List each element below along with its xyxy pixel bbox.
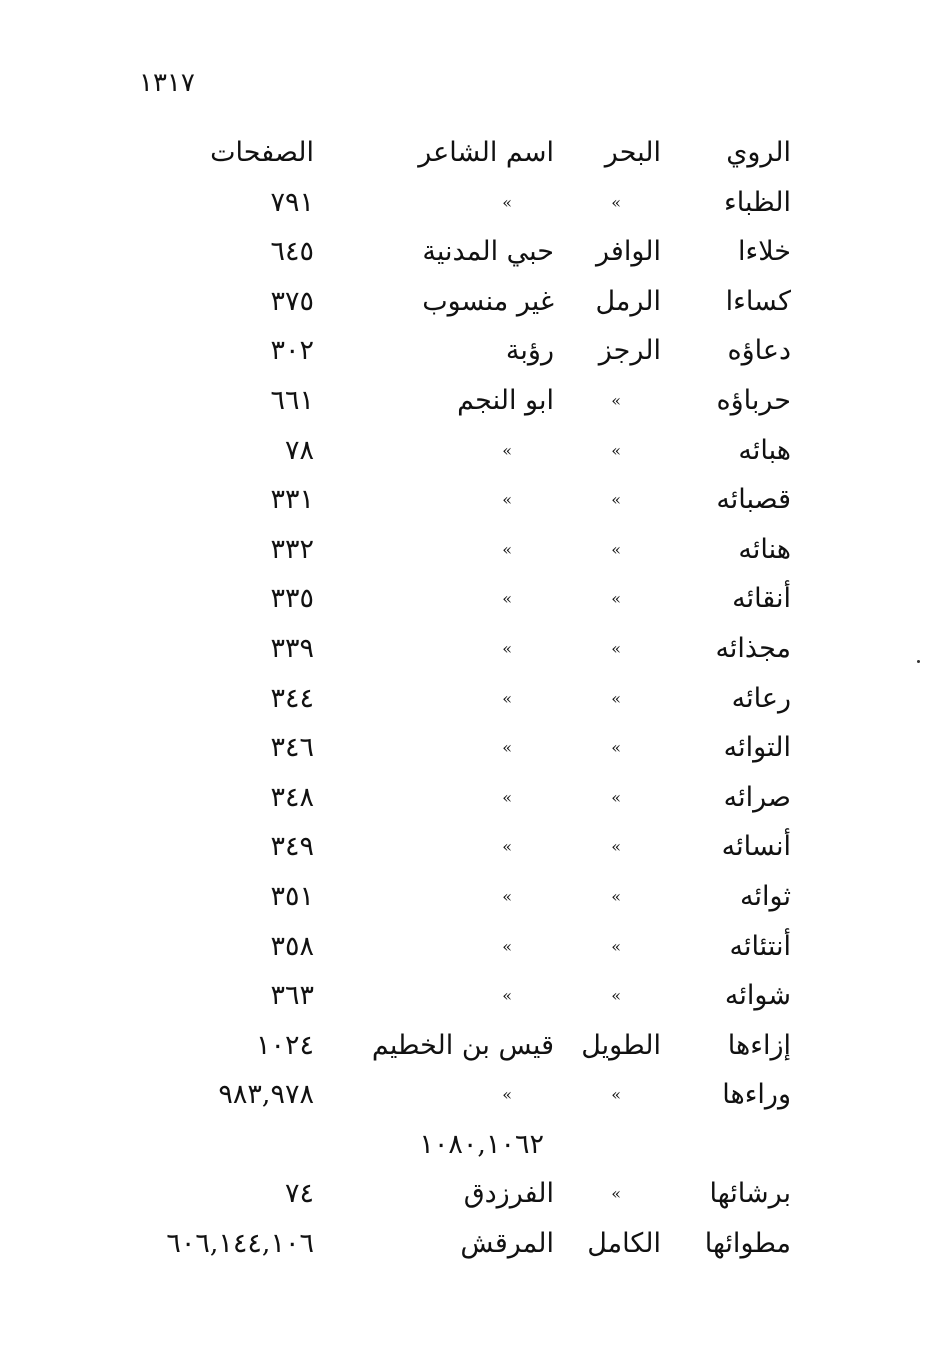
cell-rawi: خلاءا: [738, 236, 791, 268]
table-row: [0, 227, 934, 277]
table-row: [0, 723, 934, 773]
cell-bahr: »: [611, 787, 621, 807]
cell-rawi: أنتئائه: [729, 930, 791, 962]
cell-rawi: وراءها: [722, 1079, 791, 1111]
cell-pages: ٣٧٥: [270, 285, 314, 317]
cell-rawi: مجذائه: [715, 632, 791, 664]
cell-rawi: قصبائه: [716, 484, 791, 516]
cell-poet: غير منسوب: [422, 285, 554, 317]
cell-rawi: شوائه: [724, 980, 791, 1012]
cell-pages: ٣٣١: [270, 484, 314, 516]
cell-poet: »: [502, 539, 512, 559]
table-row: [0, 426, 934, 476]
table-row: [0, 475, 934, 525]
cell-rawi: هنائه: [738, 533, 791, 565]
cell-poet: »: [502, 787, 512, 807]
cell-bahr: »: [611, 936, 621, 956]
continuation-row: [0, 1120, 934, 1170]
header-rawi: الروي: [726, 137, 791, 168]
table-row: [0, 922, 934, 972]
cell-poet: »: [502, 589, 512, 609]
table-row: [0, 674, 934, 724]
cell-poet: ابو النجم: [457, 384, 554, 416]
cell-rawi: هبائه: [738, 434, 791, 466]
continuation-pages: ١٠٨٠,١٠٦٢: [419, 1128, 544, 1160]
cell-poet: »: [502, 837, 512, 857]
cell-rawi: حرباؤه: [716, 384, 791, 416]
cell-pages: ٣٥١: [270, 880, 314, 912]
cell-rawi: كساءا: [725, 285, 791, 317]
table-row: [0, 1070, 934, 1120]
cell-bahr: »: [611, 688, 621, 708]
cell-rawi: رعائه: [731, 682, 791, 714]
cell-poet: »: [502, 688, 512, 708]
table-row: [0, 1219, 934, 1269]
table-row: [0, 971, 934, 1021]
cell-pages: ٣٣٢: [270, 533, 314, 565]
cell-poet: »: [502, 986, 512, 1006]
cell-bahr: »: [611, 589, 621, 609]
table-row: [0, 872, 934, 922]
cell-pages: ٧٩١: [270, 186, 314, 218]
rhyme-index-table: [0, 128, 934, 1269]
cell-poet: »: [502, 192, 512, 212]
cell-pages: ٦٦١: [270, 384, 314, 416]
cell-pages: ٧٤: [284, 1178, 314, 1210]
cell-rawi: برشائها: [709, 1178, 791, 1210]
cell-bahr: »: [611, 738, 621, 758]
table-row: [0, 822, 934, 872]
cell-pages: ٧٨: [284, 434, 314, 466]
table-row: [0, 773, 934, 823]
cell-pages: ٣٤٨: [270, 781, 314, 813]
cell-bahr: »: [611, 192, 621, 212]
cell-pages: ٣٤٦: [270, 732, 314, 764]
cell-pages: ٣٥٨: [270, 930, 314, 962]
table-row: [0, 1021, 934, 1071]
cell-bahr: »: [611, 1184, 621, 1204]
cell-poet: الفرزدق: [463, 1178, 554, 1210]
cell-bahr: الطويل: [581, 1029, 661, 1061]
cell-rawi: أنسائه: [721, 831, 791, 863]
cell-bahr: الرجز: [598, 335, 661, 367]
scan-speck: [917, 660, 920, 663]
cell-rawi: صرائه: [723, 781, 791, 813]
cell-poet: »: [502, 638, 512, 658]
cell-pages: ٦٠٦,١٤٤,١٠٦: [166, 1228, 314, 1260]
cell-bahr: »: [611, 390, 621, 410]
cell-poet: »: [502, 1085, 512, 1105]
table-row: [0, 277, 934, 327]
cell-rawi: مطوائها: [704, 1228, 791, 1260]
cell-poet: »: [502, 440, 512, 460]
cell-rawi: الظباء: [724, 186, 791, 218]
cell-pages: ٣٦٣: [270, 980, 314, 1012]
table-row: [0, 326, 934, 376]
cell-rawi: أنقائه: [732, 583, 791, 615]
cell-bahr: »: [611, 886, 621, 906]
cell-pages: ٦٤٥: [270, 236, 314, 268]
cell-bahr: الكامل: [587, 1228, 661, 1260]
table-row: [0, 376, 934, 426]
header-bahr: البحر: [604, 137, 661, 168]
table-row: [0, 525, 934, 575]
cell-poet: قيس بن الخطيم: [371, 1029, 554, 1061]
cell-poet: »: [502, 738, 512, 758]
cell-rawi: التوائه: [723, 732, 791, 764]
cell-bahr: »: [611, 539, 621, 559]
page-number: ١٣١٧: [139, 68, 195, 98]
cell-pages: ٩٨٣,٩٧٨: [218, 1079, 314, 1111]
table-row: [0, 178, 934, 228]
table-row: [0, 624, 934, 674]
cell-bahr: »: [611, 490, 621, 510]
cell-bahr: »: [611, 638, 621, 658]
cell-rawi: دعاؤه: [727, 335, 791, 367]
cell-rawi: إزاءها: [727, 1029, 791, 1061]
cell-pages: ٣٤٩: [270, 831, 314, 863]
cell-poet: »: [502, 490, 512, 510]
cell-pages: ٣٣٥: [270, 583, 314, 615]
cell-bahr: »: [611, 986, 621, 1006]
cell-pages: ٣٣٩: [270, 632, 314, 664]
cell-bahr: »: [611, 440, 621, 460]
header-pages: الصفحات: [210, 137, 314, 168]
table-header: [0, 128, 934, 178]
table-row: [0, 574, 934, 624]
cell-poet: المرقش: [460, 1228, 554, 1260]
cell-bahr: »: [611, 1085, 621, 1105]
cell-poet: »: [502, 886, 512, 906]
cell-bahr: الرمل: [595, 285, 661, 317]
cell-poet: رؤبة: [505, 335, 554, 367]
table-row: [0, 1169, 934, 1219]
cell-poet: »: [502, 936, 512, 956]
header-poet: اسم الشاعر: [418, 137, 554, 168]
cell-bahr: الوافر: [596, 236, 661, 268]
cell-rawi: ثوائه: [740, 880, 791, 912]
cell-pages: ٣٤٤: [270, 682, 314, 714]
cell-poet: حبي المدنية: [422, 236, 554, 268]
cell-pages: ٣٠٢: [270, 335, 314, 367]
cell-pages: ١٠٢٤: [255, 1029, 314, 1061]
cell-bahr: »: [611, 837, 621, 857]
